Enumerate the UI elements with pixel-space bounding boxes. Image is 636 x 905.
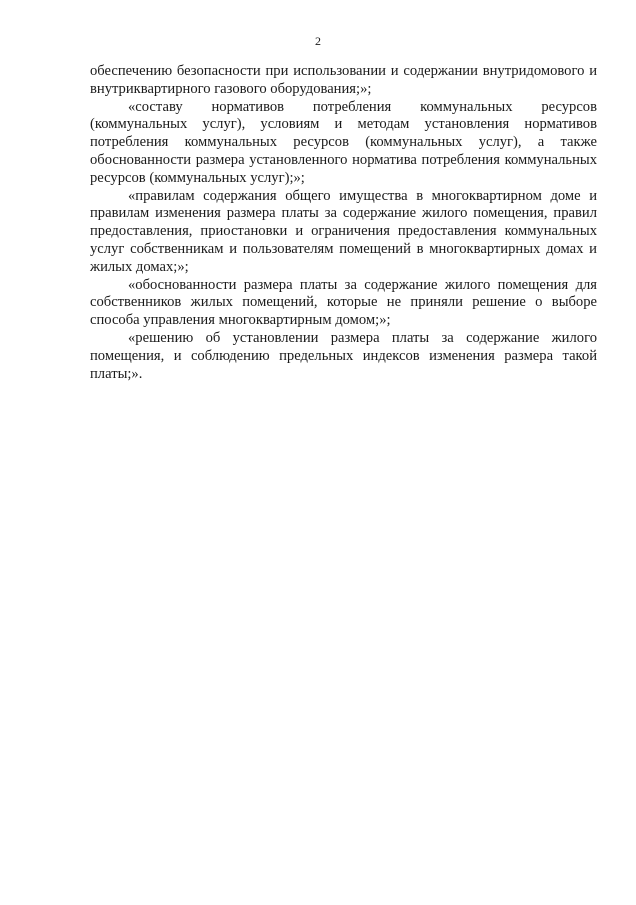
paragraph-gas-equipment-safety: обеспечению безопасности при использовании и содержании внутридомового и внутриквартирного газового оборудования;»; [90,63,597,97]
paragraph-common-property-maintenance-rules: «правилам содержания общего имущества в многоквартирном доме и правилам изменения размера платы за содержание жилого помещения, правил предоставления, приостановки и ограничения предоставления коммунальных услуг собственникам и пользователям помещений в многоквартирных домах и жилых домах;»; [90,187,597,275]
paragraph-utility-consumption-norms: «составу нормативов потребления коммунальных ресурсов (коммунальных услуг), условиям и методам установления нормативов потребления коммунальных ресурсов (коммунальных услуг), а также обоснованности размера установленного норматива потребления коммунальных ресурсов (коммунальных услуг);»; [90,98,597,186]
paragraph-housing-fee-justification: «обоснованности размера платы за содержание жилого помещения для собственников жилых помещений, которые не приняли решение о выборе способа управления многоквартирным домом;»; [90,276,597,329]
paragraph-housing-fee-decision: «решению об установлении размера платы за содержание жилого помещения, и соблюдению предельных индексов изменения размера такой платы;». [90,329,597,382]
page-number: 2 [315,34,321,48]
document-body [90,63,597,383]
